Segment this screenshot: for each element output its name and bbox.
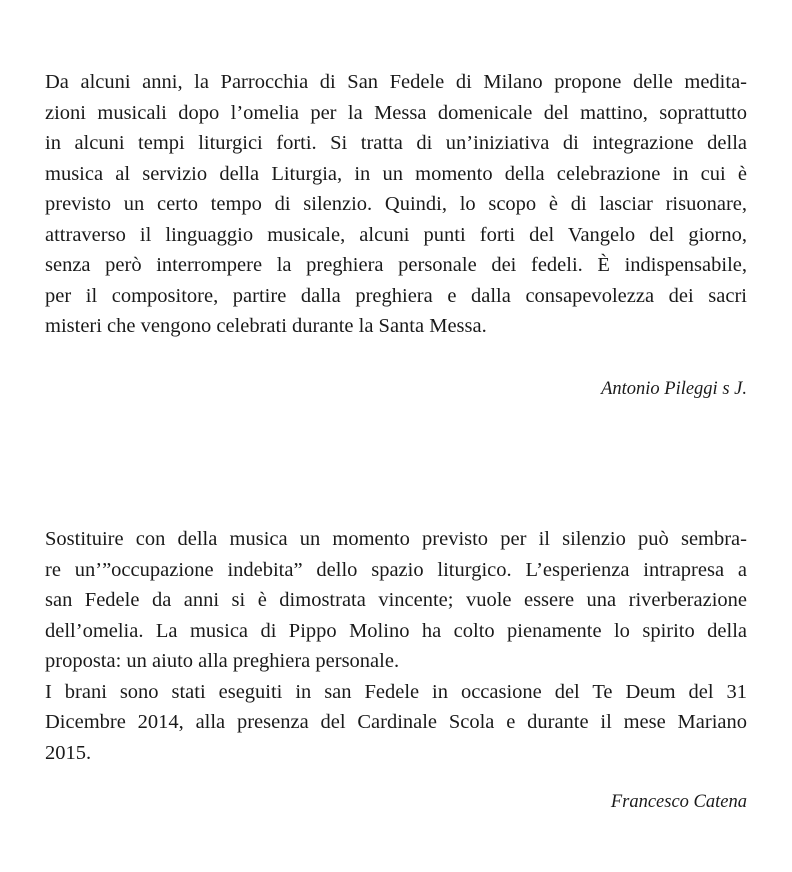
signature-catena: Francesco Catena bbox=[610, 792, 747, 812]
signature-pileggi: Antonio Pileggi s J. bbox=[601, 379, 747, 399]
paragraph-line: misteri che vengono celebrati durante la Santa Messa. bbox=[45, 315, 487, 337]
paragraph-line: musica al servizio della Liturgia, in un momento della celebrazione in cui è bbox=[45, 162, 747, 185]
paragraph-line: zioni musicali dopo l’omelia per la Messa domenicale del mattino, soprattutto bbox=[45, 101, 747, 124]
paragraph-pileggi bbox=[45, 67, 747, 342]
paragraph-line: Dicembre 2014, alla presenza del Cardinale Scola e durante il mese Mariano bbox=[45, 711, 747, 733]
paragraph-line: re un’”occupazione indebita” dello spazio liturgico. L’esperienza intrapresa a bbox=[45, 558, 747, 581]
paragraph-line: attraverso il linguaggio musicale, alcuni punti forti del Vangelo del giorno, bbox=[45, 223, 747, 246]
paragraph-line: per il compositore, partire dalla preghiera e dalla consapevolezza dei sacri bbox=[45, 284, 747, 307]
paragraph-line: Da alcuni anni, la Parrocchia di San Fedele di Milano propone delle medita- bbox=[45, 71, 747, 93]
paragraph-line: 2015. bbox=[45, 741, 92, 764]
paragraph-line: dell’omelia. La musica di Pippo Molino ha colto pienamente lo spirito della bbox=[45, 619, 747, 642]
paragraph-catena bbox=[45, 524, 747, 768]
paragraph-line: san Fedele da anni si è dimostrata vincente; vuole essere una riverberazione bbox=[45, 589, 747, 611]
paragraph-line: I brani sono stati eseguiti in san Fedele in occasione del Te Deum del 31 bbox=[45, 680, 747, 703]
paragraph-line: proposta: un aiuto alla preghiera personale. bbox=[45, 650, 400, 672]
paragraph-line: previsto un certo tempo di silenzio. Quindi, lo scopo è di lasciar risuonare, bbox=[45, 193, 747, 215]
paragraph-line: senza però interrompere la preghiera personale dei fedeli. È indispensabile, bbox=[45, 254, 747, 276]
paragraph-line: Sostituire con della musica un momento previsto per il silenzio può sembra- bbox=[45, 528, 747, 550]
paragraph-line: in alcuni tempi liturgici forti. Si tratta di un’iniziativa di integrazione della bbox=[45, 132, 747, 154]
